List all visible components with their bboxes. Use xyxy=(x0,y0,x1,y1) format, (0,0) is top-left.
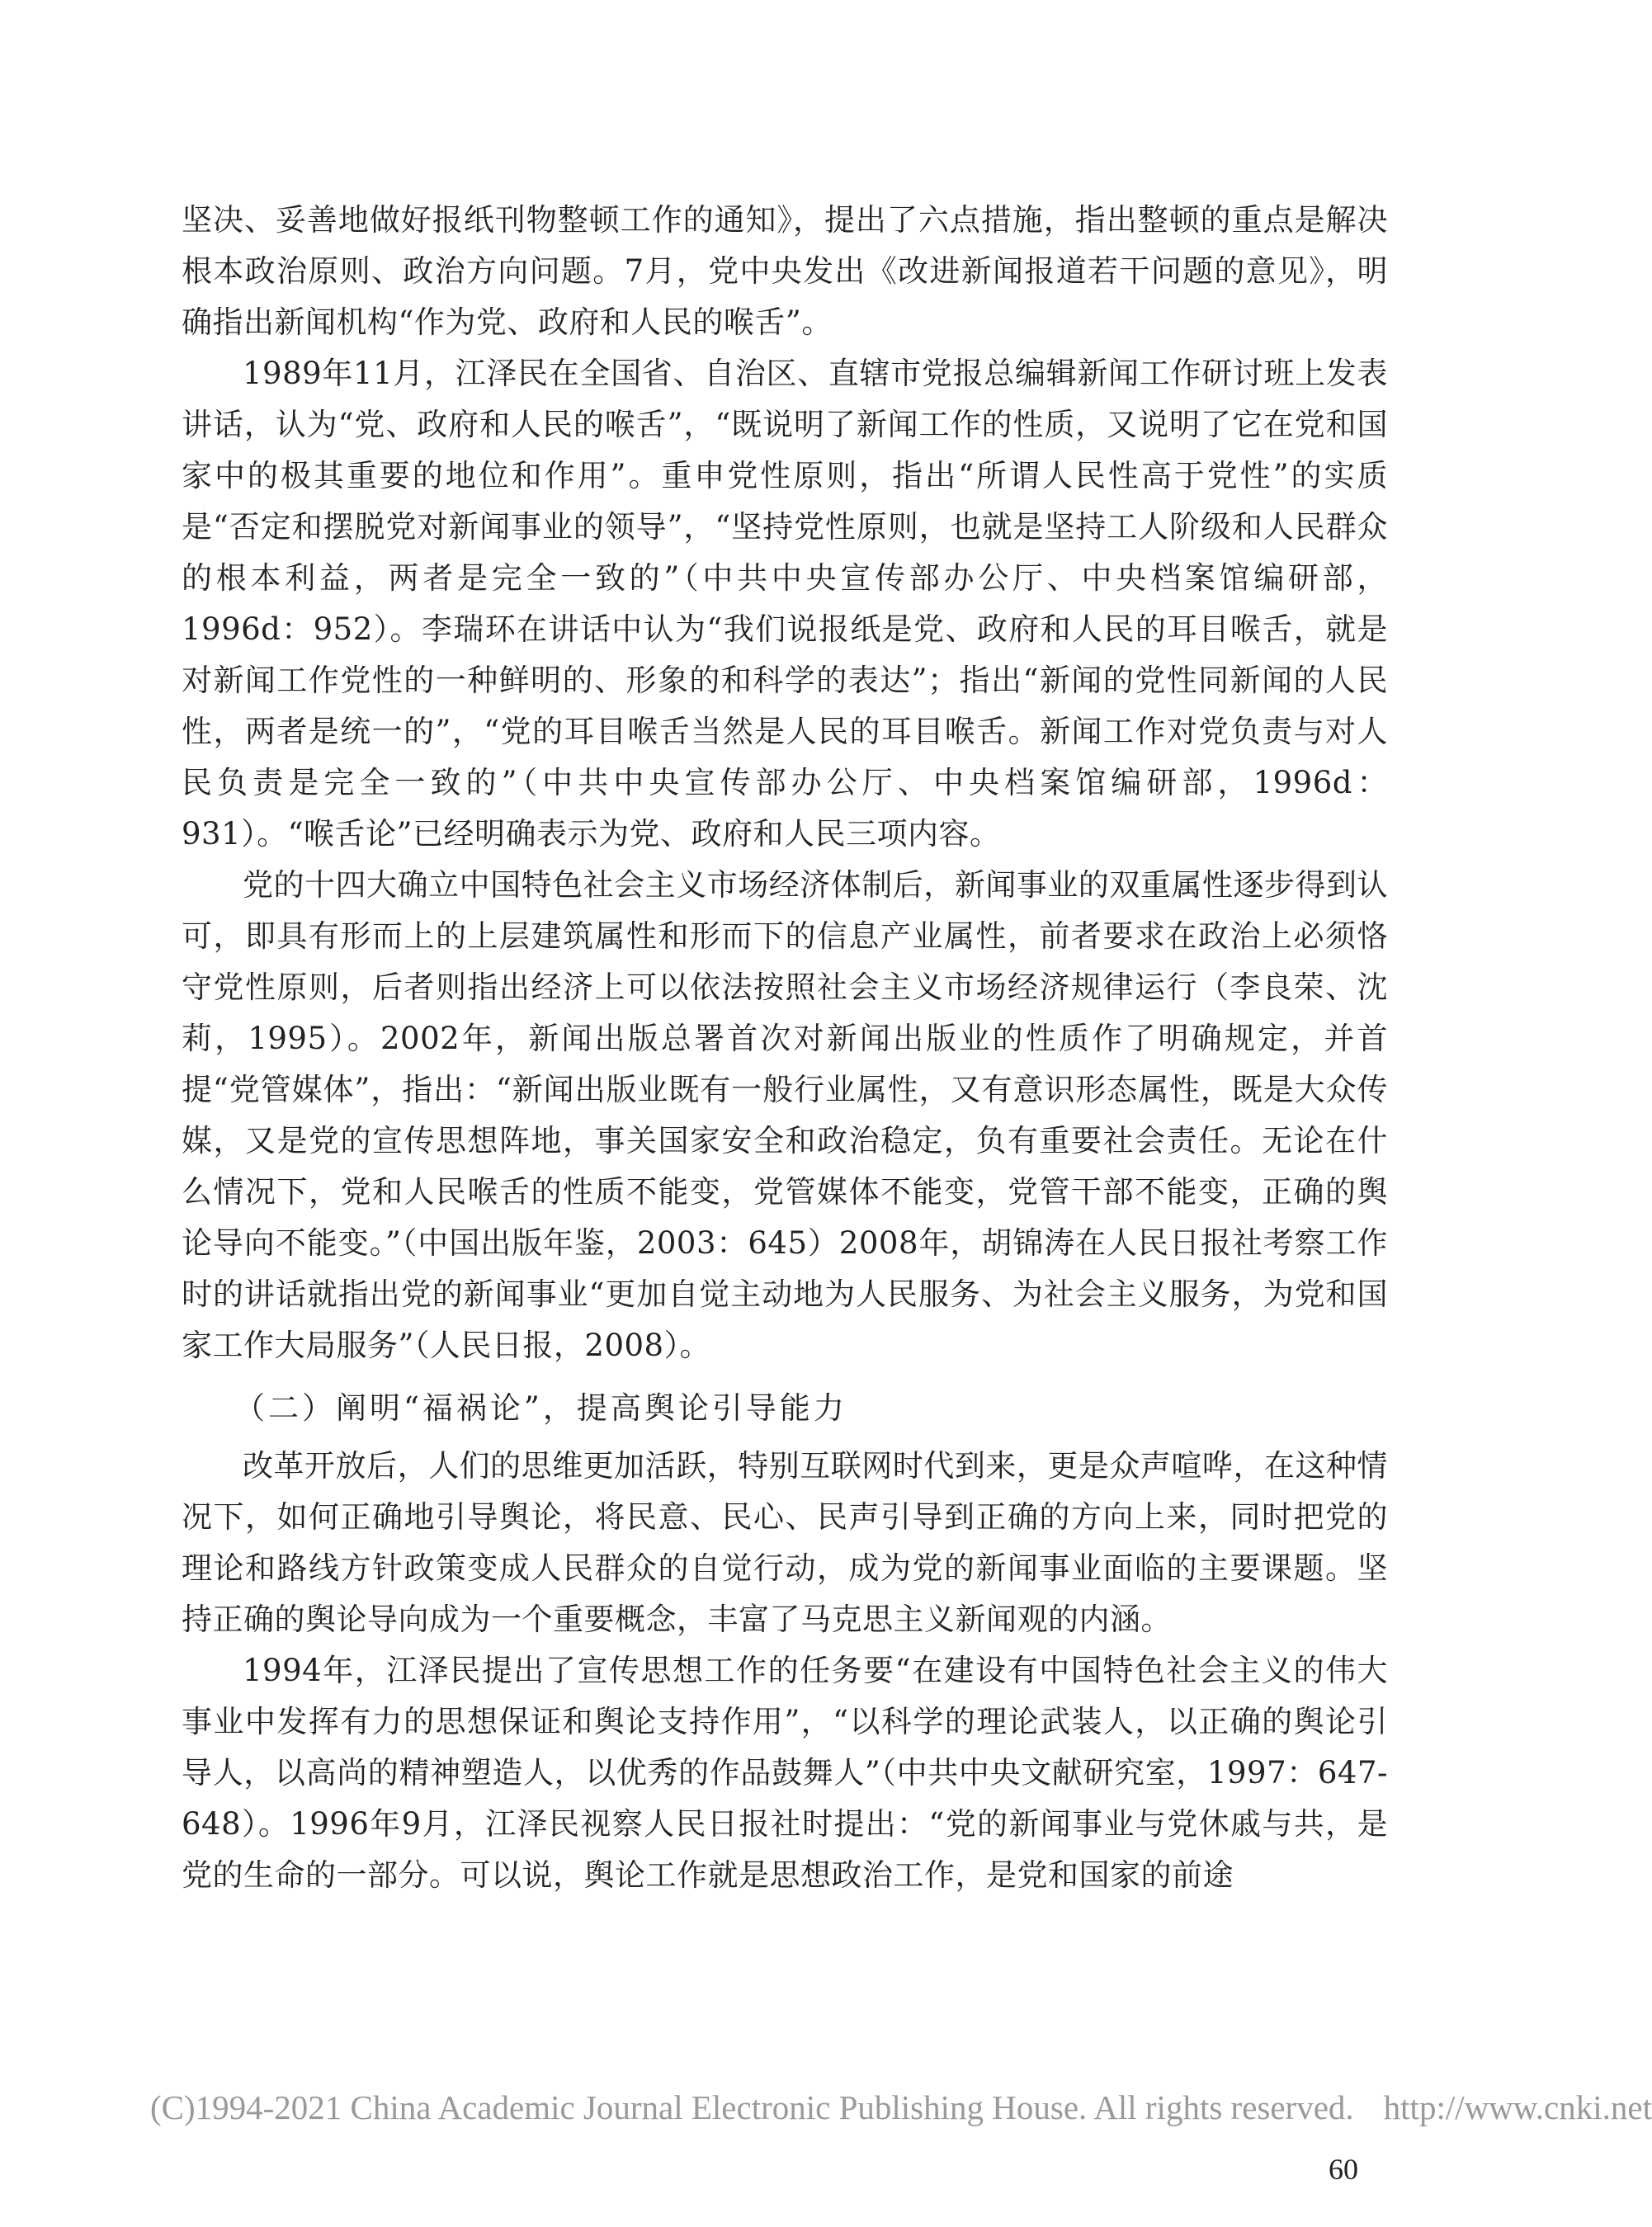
paragraph-2: 1989年11月，江泽民在全国省、自治区、直辖市党报总编辑新闻工作研讨班上发表讲话，认为“党、政府和人民的喉舌”，“既说明了新闻工作的性质，又说明了它在党和国家中的极其重要的地位和作用”。重申党性原则，指出“所谓人民性高于党性”的实质是“否定和摆脱党对新闻事业的领导”，“坚持党性原则，也就是坚持工人阶级和人民群众的根本利益，两者是完全一致的”（中共中央宣传部办公厅、中央档案馆编研部，1996d：952）。李瑞环在讲话中认为“我们说报纸是党、政府和人民的耳目喉舌，就是对新闻工作党性的一种鲜明的、形象的和科学的表达”；指出“新闻的党性同新闻的人民性，两者是统一的”，“党的耳目喉舌当然是人民的耳目喉舌。新闻工作对党负责与对人民负责是完全一致的”（中共中央宣传部办公厅、中央档案馆编研部，1996d：931）。“喉舌论”已经明确表示为党、政府和人民三项内容。 xyxy=(182,356,1388,852)
page-number: 60 xyxy=(1329,2153,1358,2186)
document-body xyxy=(182,195,1388,1901)
paragraph-1: 坚决、妥善地做好报纸刊物整顿工作的通知》，提出了六点措施，指出整顿的重点是解决根本政治原则、政治方向问题。7月，党中央发出《改进新闻报道若干问题的意见》，明确指出新闻机构“作为党、政府和人民的喉舌”。 xyxy=(182,202,1388,340)
paragraph-4: 改革开放后，人们的思维更加活跃，特别互联网时代到来，更是众声喧哗，在这种情况下，如何正确地引导舆论，将民意、民心、民声引导到正确的方向上来，同时把党的理论和路线方针政策变成人民群众的自觉行动，成为党的新闻事业面临的主要课题。坚持正确的舆论导向成为一个重要概念，丰富了马克思主义新闻观的内涵。 xyxy=(182,1448,1388,1637)
paragraph-5: 1994年，江泽民提出了宣传思想工作的任务要“在建设有中国特色社会主义的伟大事业中发挥有力的思想保证和舆论支持作用”，“以科学的理论武装人，以正确的舆论引导人，以高尚的精神塑造人，以优秀的作品鼓舞人”（中共中央文献研究室，1997：647-648）。1996年9月，江泽民视察人民日报社时提出：“党的新闻事业与党休戚与共，是党的生命的一部分。可以说，舆论工作就是思想政治工作，是党和国家的前途 xyxy=(182,1653,1388,1893)
section-heading: （二）阐明“福祸论”，提高舆论引导能力 xyxy=(234,1390,847,1426)
copyright-text: (C)1994-2021 China Academic Journal Electronic Publishing House. All rights reserved. xyxy=(150,2088,1354,2126)
source-url: http://www.cnki.net xyxy=(1383,2088,1652,2126)
copyright-footer xyxy=(150,2088,1652,2127)
paragraph-3: 党的十四大确立中国特色社会主义市场经济体制后，新闻事业的双重属性逐步得到认可，即具有形而上的上层建筑属性和形而下的信息产业属性，前者要求在政治上必须恪守党性原则，后者则指出经济上可以依法按照社会主义市场经济规律运行（李良荣、沈莉，1995）。2002年，新闻出版总署首次对新闻出版业的性质作了明确规定，并首提“党管媒体”，指出：“新闻出版业既有一般行业属性，又有意识形态属性，既是大众传媒，又是党的宣传思想阵地，事关国家安全和政治稳定，负有重要社会责任。无论在什么情况下，党和人民喉舌的性质不能变，党管媒体不能变，党管干部不能变，正确的舆论导向不能变。”（中国出版年鉴，2003：645）2008年，胡锦涛在人民日报社考察工作时的讲话就指出党的新闻事业“更加自觉主动地为人民服务、为社会主义服务，为党和国家工作大局服务”（人民日报，2008）。 xyxy=(182,867,1388,1363)
